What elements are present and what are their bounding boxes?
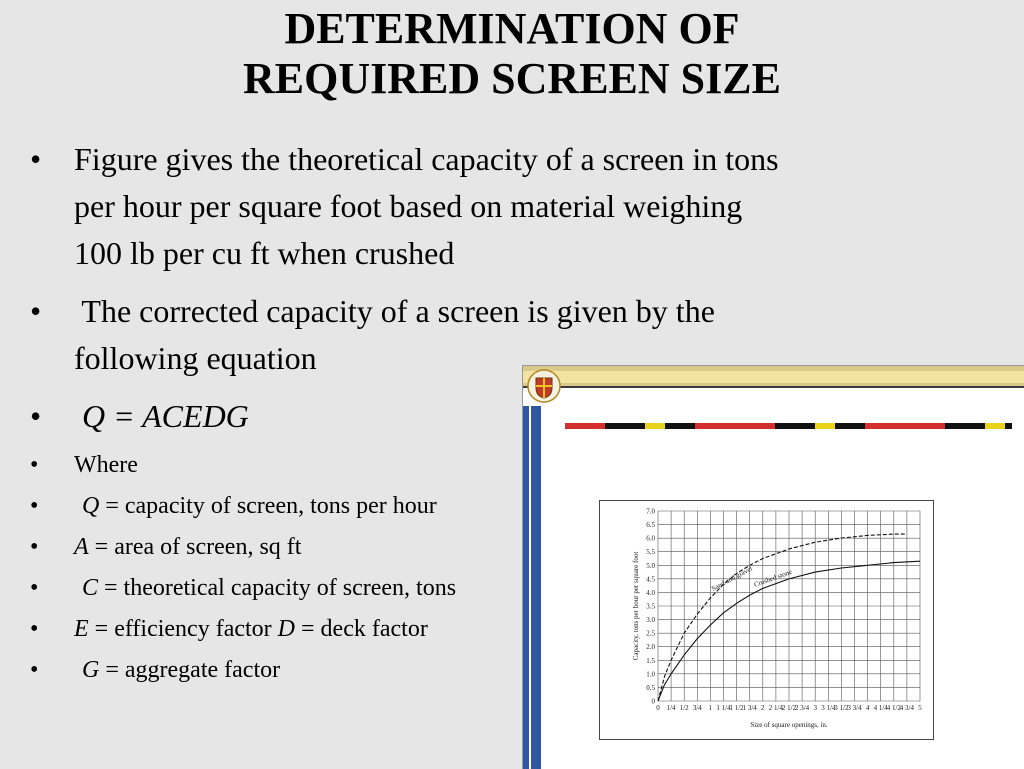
x-axis-label: Size of square openings, in. — [750, 721, 828, 729]
bullet-dot: • — [30, 575, 39, 601]
bullet-text-line: following equation — [74, 340, 317, 376]
definition: = capacity of screen, tons per hour — [99, 493, 437, 519]
y-tick-label: 7.0 — [646, 507, 655, 516]
x-tick-label: 1 1/4 — [716, 704, 731, 712]
figure-side-bar — [523, 406, 541, 769]
variable: C — [82, 575, 99, 601]
y-tick-label: 5.0 — [646, 561, 655, 570]
bullet-text — [82, 573, 456, 603]
bullet-dot: • — [30, 141, 42, 177]
y-tick-label: 1.5 — [646, 656, 655, 665]
x-tick-label: 1 3/4 — [742, 704, 757, 712]
figure-header-band — [523, 371, 1024, 383]
x-tick-label: 4 3/4 — [899, 704, 915, 712]
x-tick-label: 1 — [708, 704, 713, 712]
title-line-2: REQUIRED SCREEN SIZE — [243, 54, 781, 103]
x-tick-label: 1/4 — [666, 704, 676, 712]
x-tick-label: 1 1/2 — [729, 704, 744, 712]
bullet-text-line: Figure gives the theoretical capacity of a screen in tons — [74, 141, 779, 177]
definition: = deck factor — [295, 616, 428, 642]
x-tick-label: 3 — [813, 704, 817, 712]
x-tick-label: 2 — [761, 704, 765, 712]
variable: E — [74, 616, 89, 642]
x-tick-label: 2 1/4 — [768, 704, 784, 712]
y-tick-label: 6.0 — [646, 534, 655, 543]
bullet-dot: • — [30, 616, 39, 642]
capacity-figure — [522, 365, 1024, 769]
y-tick-label: 4.0 — [646, 588, 655, 597]
y-tick-label: 2.0 — [646, 643, 655, 652]
bullet-dot: • — [30, 534, 39, 560]
y-tick-label: 3.0 — [646, 616, 655, 625]
bullet-dot: • — [30, 398, 42, 434]
x-tick-label: 4 1/2 — [886, 704, 901, 712]
series-label: Sand and gravel — [710, 564, 754, 593]
x-tick-label: 4 — [865, 704, 870, 712]
variable: Q — [82, 493, 100, 519]
definition: = theoretical capacity of screen, tons — [98, 575, 457, 601]
variable: D — [277, 616, 296, 642]
bullet-text — [74, 532, 301, 562]
y-tick-label: 0 — [651, 697, 655, 706]
university-seal-icon — [527, 368, 561, 404]
bullet-text-line: 100 lb per cu ft when crushed — [74, 235, 455, 271]
chart-frame — [599, 500, 934, 740]
definition: = aggregate factor — [99, 657, 281, 683]
y-axis-label: Capacity, tons per hour per square foot — [632, 551, 640, 661]
x-tick-label: 3/4 — [692, 704, 702, 712]
x-tick-label: 5 — [918, 704, 922, 712]
bullet-text — [82, 491, 437, 521]
x-tick-label: 1/2 — [679, 704, 689, 712]
y-tick-label: 3.5 — [646, 602, 655, 611]
x-tick-label: 0 — [656, 704, 660, 712]
bullet-text — [74, 614, 428, 644]
bullet-dot: • — [30, 452, 39, 478]
bullet-text-line: The corrected capacity of a screen is given by the — [74, 293, 715, 329]
title-line-1: DETERMINATION OF — [284, 4, 740, 53]
x-tick-label: 3 1/2 — [834, 704, 849, 712]
bullet-text-line: per hour per square foot based on material weighing — [74, 188, 743, 224]
definition: = area of screen, sq ft — [88, 534, 302, 560]
x-tick-label: 3 1/4 — [821, 704, 836, 712]
equation: Q = ACEDG — [74, 398, 249, 434]
series-label: Crushed stone — [752, 567, 794, 589]
variable: A — [74, 534, 89, 560]
bullet-dot: • — [30, 293, 42, 329]
y-tick-label: 1.0 — [646, 670, 655, 679]
y-tick-label: 5.5 — [646, 548, 655, 557]
x-tick-label: 4 1/4 — [873, 704, 888, 712]
variable: G — [82, 657, 100, 683]
bullet-text — [82, 655, 280, 685]
y-tick-label: 6.5 — [646, 521, 655, 530]
y-tick-label: 0.5 — [646, 683, 655, 692]
series-line — [658, 534, 907, 701]
bullet-text: Where — [74, 452, 138, 478]
x-tick-label: 3 3/4 — [847, 704, 862, 712]
capacity-chart — [600, 501, 933, 739]
definition: = efficiency factor — [88, 616, 278, 642]
y-tick-label: 2.5 — [646, 629, 655, 638]
x-tick-label: 2 3/4 — [794, 704, 810, 712]
figure-color-stripe — [565, 423, 1012, 429]
bullet-dot: • — [30, 493, 39, 519]
y-tick-label: 4.5 — [646, 575, 655, 584]
x-tick-label: 2 1/2 — [781, 704, 797, 712]
bullet-dot: • — [30, 657, 39, 683]
